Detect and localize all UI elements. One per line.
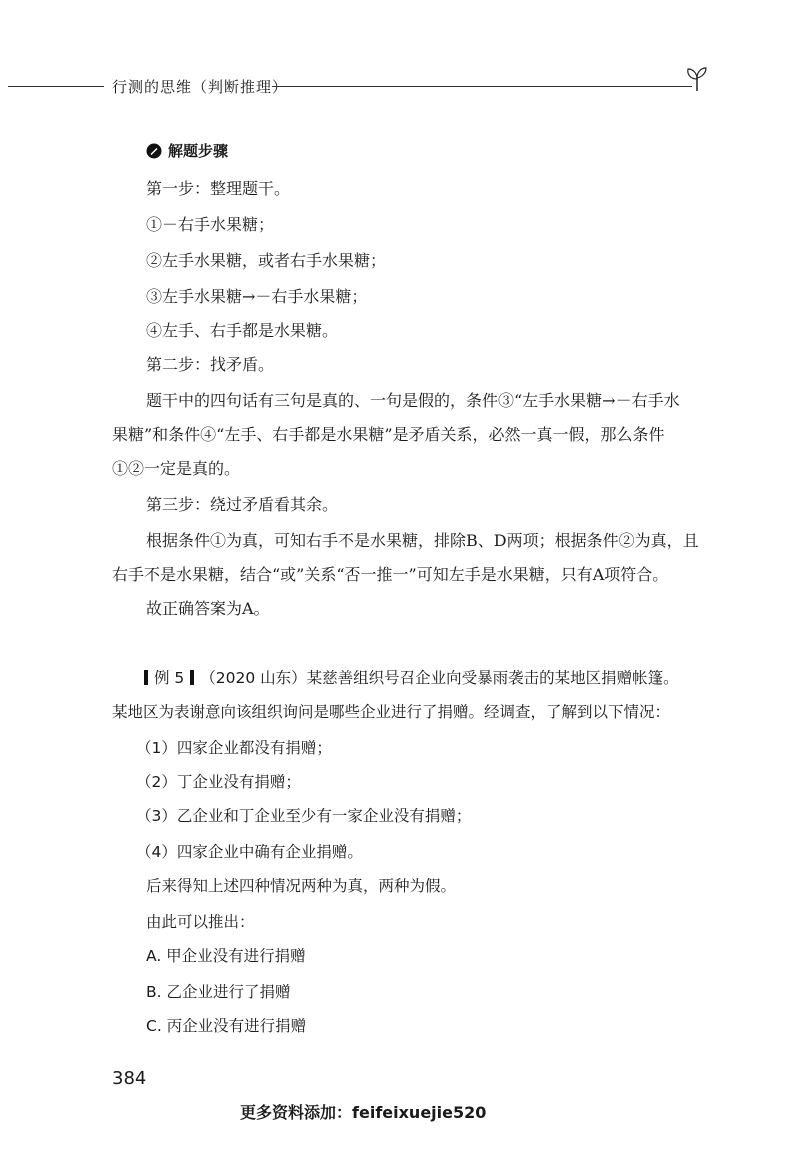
option-c: C. 丙企业没有进行捐赠 <box>146 1017 307 1035</box>
header-rule-left <box>8 86 104 87</box>
option-b: B. 乙企业进行了捐赠 <box>146 983 291 1001</box>
condition-item: （1）四家企业都没有捐赠； <box>136 739 332 757</box>
example-stem-first-line <box>138 666 679 688</box>
example-stem-1: 某慈善组织号召企业向受暴雨袭击的某地区捐赠帐篷。 <box>306 669 679 687</box>
condition-item: （3）乙企业和丁企业至少有一家企业没有捐赠； <box>136 807 472 825</box>
solution-line: ③左手水果糖→－右手水果糖； <box>146 287 368 306</box>
solution-line: 根据条件①为真，可知右手不是水果糖，排除B、D两项；根据条件②为真，且 <box>146 531 699 550</box>
example-marker-left <box>144 670 148 685</box>
solution-line: 第二步：找矛盾。 <box>146 355 275 374</box>
pen-circle-icon <box>146 143 162 159</box>
solution-line: 果糖”和条件④“左手、右手都是水果糖”是矛盾关系，必然一真一假，那么条件 <box>112 425 665 444</box>
header-rule-right <box>272 86 692 87</box>
solution-line: ①②一定是真的。 <box>112 459 241 478</box>
header-title: 行测的思维（判断推理） <box>112 78 289 96</box>
condition-item: （2）丁企业没有捐赠； <box>136 773 301 791</box>
example-stem-2: 某地区为表谢意向该组织询问是哪些企业进行了捐赠。经调查，了解到以下情况： <box>112 703 671 721</box>
option-a: A. 甲企业没有进行捐赠 <box>146 947 306 965</box>
footer-prefix: 更多资料添加： <box>240 1103 353 1122</box>
solution-steps-label: 解题步骤 <box>168 142 229 160</box>
condition-item: （4）四家企业中确有企业捐赠。 <box>136 843 363 861</box>
solution-line: 第三步：绕过矛盾看其余。 <box>146 495 339 514</box>
example-source: （2020 山东） <box>200 669 307 687</box>
solution-line: ②左手水果糖，或者右手水果糖； <box>146 251 387 270</box>
solution-line: 题干中的四句话有三句是真的、一句是假的，条件③“左手水果糖→－右手水 <box>146 391 680 410</box>
example-marker-right <box>190 670 194 685</box>
sprout-icon <box>684 66 710 92</box>
example-question: 由此可以推出： <box>146 913 255 931</box>
example-label: 例 5 <box>154 669 185 687</box>
solution-line: 故正确答案为A。 <box>146 599 270 618</box>
solution-steps-heading <box>146 140 228 161</box>
solution-line: ④左手、右手都是水果糖。 <box>146 321 339 340</box>
example-note: 后来得知上述四种情况两种为真，两种为假。 <box>146 877 457 895</box>
solution-line: 右手不是水果糖，结合“或”关系“否一推一”可知左手是水果糖，只有A项符合。 <box>112 565 669 584</box>
page-number: 384 <box>112 1068 147 1089</box>
solution-line: 第一步：整理题干。 <box>146 179 291 198</box>
solution-line: ①－右手水果糖； <box>146 215 275 234</box>
footer-watermark <box>240 1100 486 1123</box>
footer-contact: feifeixuejie520 <box>352 1103 487 1122</box>
running-header <box>0 72 800 102</box>
